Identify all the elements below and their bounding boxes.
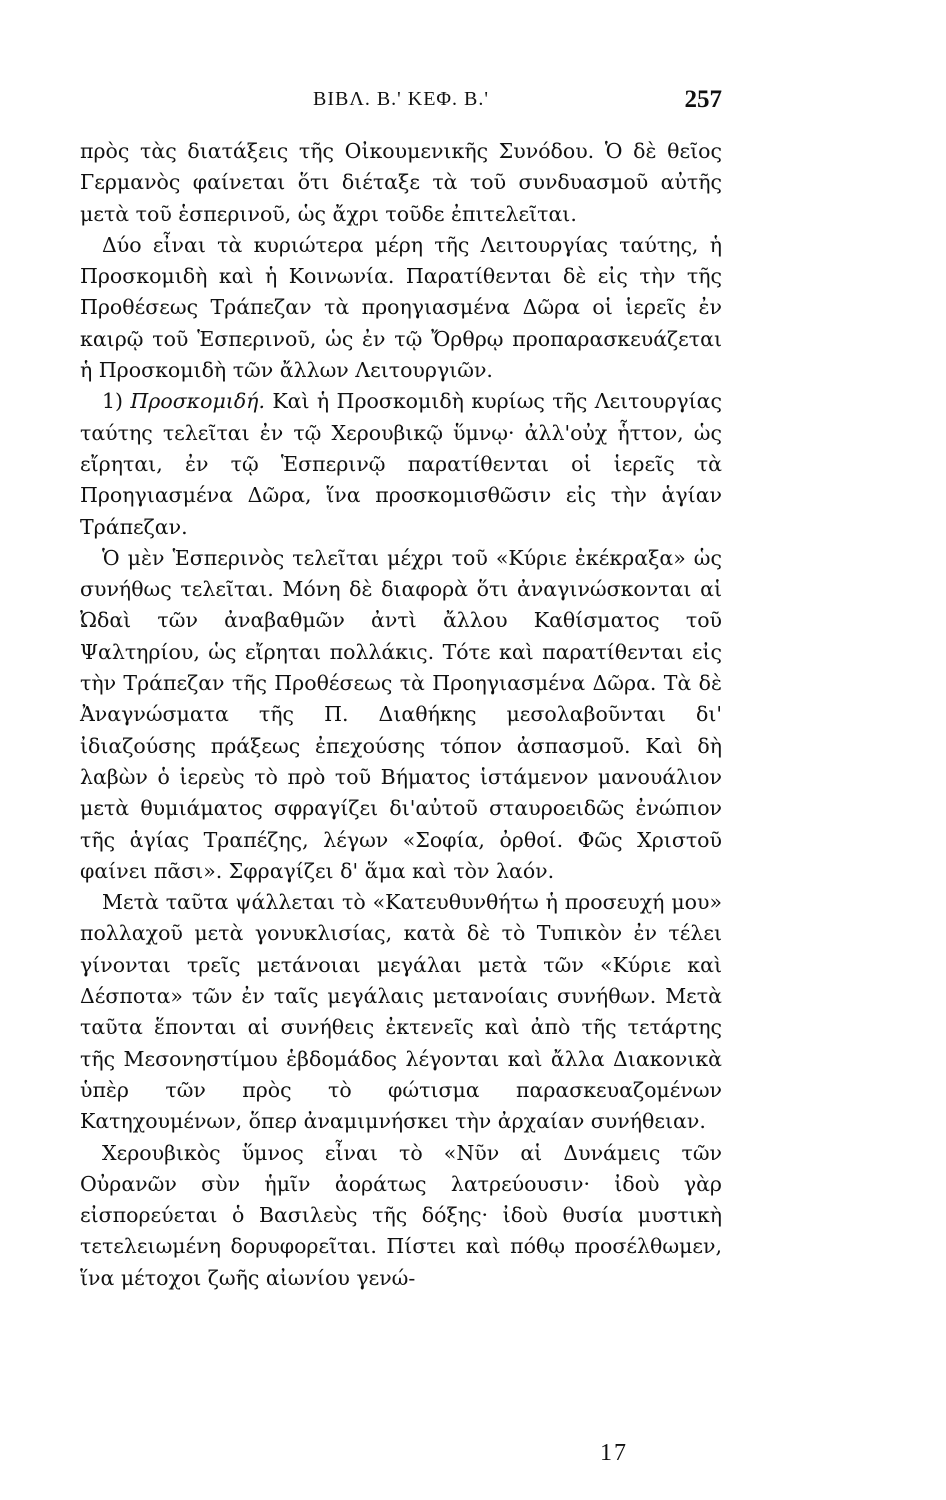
paragraph-6: Χερουβικὸς ὕμνος εἶναι τὸ «Νῦν αἱ Δυνάμεις τῶν Οὐρανῶν σὺν ἡμῖν ἀοράτως λατρεύουσιν· ἰδοὺ γὰρ εἰσπορεύεται ὁ Βασιλεὺς τῆς δόξης· ἰδοὺ θυσία μυστικὴ τετελειωμένη δορυφορεῖται. Πίστει καὶ πόθῳ προσέλθωμεν, ἵνα μέτοχοι ζωῆς αἰωνίου γενώ- — [80, 1140, 722, 1290]
paragraph-3 — [80, 386, 722, 542]
body-text — [80, 136, 722, 1294]
section-heading: Προσκομιδή. — [130, 389, 265, 414]
running-head — [80, 88, 722, 118]
paragraph-5: Μετὰ ταῦτα ψάλλεται τὸ «Κατευθυνθήτω ἡ προσευχή μου» πολλαχοῦ μετὰ γονυκλισίας, κατὰ δὲ τὸ Τυπικὸν ἐν τέλει γίνονται τρεῖς μετάνοιαι μεγάλαι μετὰ τῶν «Κύριε καὶ Δέσποτα» τῶν ἐν ταῖς μεγάλαις μετανοίαις συνήθων. Μετὰ ταῦτα ἕπονται αἱ συνήθεις ἐκτενεῖς καὶ ἀπὸ τῆς τετάρτης τῆς Μεσονηστίμου ἑβδομάδος λέγονται καὶ ἄλλα Διακονικὰ ὑπὲρ τῶν πρὸς τὸ φώτισμα παρασκευαζομένων Κατηχουμένων, ὅπερ ἀναμιμνήσκει τὴν ἀρχαίαν συνήθειαν. — [80, 890, 722, 1134]
paragraph-1: πρὸς τὰς διατάξεις τῆς Οἰκουμενικῆς Συνόδου. Ὁ δὲ θεῖος Γερμανὸς φαίνεται ὅτι διέταξε τὰ τοῦ συνδυασμοῦ αὐτῆς μετὰ τοῦ ἑσπερινοῦ, ὡς ἄχρι τοῦδε ἐπιτελεῖται. — [80, 139, 722, 226]
paragraph-2: Δύο εἶναι τὰ κυριώτερα μέρη τῆς Λειτουργίας ταύτης, ἡ Προσκομιδὴ καὶ ἡ Κοινωνία. Παρατίθενται δὲ εἰς τὴν τῆς Προθέσεως Τράπεζαν τὰ προηγιασμένα Δῶρα οἱ ἱερεῖς ἐν καιρῷ τοῦ Ἑσπερινοῦ, ὡς ἐν τῷ Ὄρθρῳ προπαρασκευάζεται ἡ Προσκομιδὴ τῶν ἄλλων Λειτουργιῶν. — [80, 232, 722, 383]
running-title: ΒΙΒΛ. Β.' ΚΕΦ. Β.' — [312, 88, 489, 110]
page-number: 257 — [684, 86, 722, 113]
section-number: 1) — [102, 389, 124, 414]
signature-mark: 17 — [600, 1440, 628, 1466]
paragraph-4: Ὁ μὲν Ἑσπερινὸς τελεῖται μέχρι τοῦ «Κύριε ἐκέκραξα» ὡς συνήθως τελεῖται. Μόνη δὲ διαφορὰ ὅτι ἀναγινώσκονται αἱ Ὠδαὶ τῶν ἀναβαθμῶν ἀντὶ ἄλλου Καθίσματος τοῦ Ψαλτηρίου, ὡς εἴρηται πολλάκις. Τότε καὶ παρατίθενται εἰς τὴν Τράπεζαν τῆς Προθέσεως τὰ Προηγιασμένα Δῶρα. Τὰ δὲ Ἀναγνώσματα τῆς Π. Διαθήκης μεσολαβοῦνται δι' ἰδιαζούσης πράξεως ἐπεχούσης τόπον ἀσπασμοῦ. Καὶ δὴ λαβὼν ὁ ἱερεὺς τὸ πρὸ τοῦ Βήματος ἱστάμενον μανουάλιον μετὰ θυμιάματος σφραγίζει δι'αὐτοῦ σταυροειδῶς ἐνώπιον τῆς ἁγίας Τραπέζης, λέγων «Σοφία, ὀρθοί. Φῶς Χριστοῦ φαίνει πᾶσι». Σφραγίζει δ' ἅμα καὶ τὸν λαόν. — [80, 545, 722, 883]
paragraph-3-text: Καὶ ἡ Προσκομιδὴ κυρίως τῆς Λειτουργίας ταύτης τελεῖται ἐν τῷ Χερουβικῷ ὕμνῳ· ἀλλ'οὐχ ἧττον, ὡς εἴρηται, ἐν τῷ Ἑσπερινῷ παρατίθενται οἱ ἱερεῖς τὰ Προηγιασμένα Δῶρα, ἵνα προσκομισθῶσιν εἰς τὴν ἁγίαν Τράπεζαν. — [80, 389, 722, 539]
